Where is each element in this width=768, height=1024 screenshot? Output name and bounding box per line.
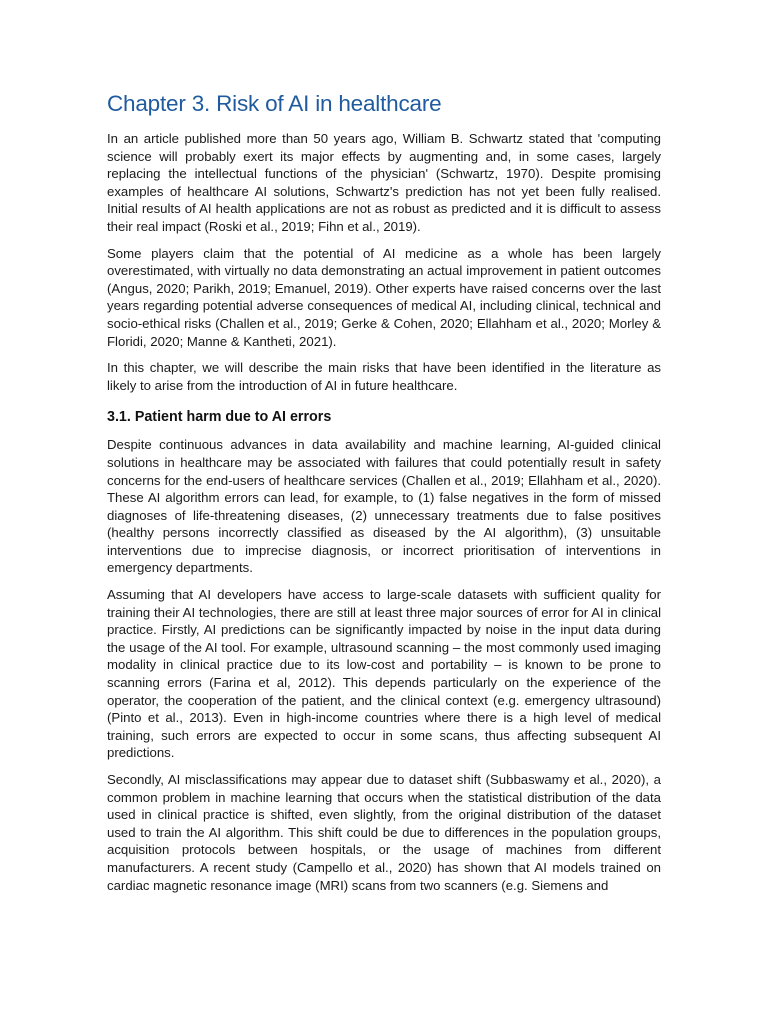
section-paragraph-2: Assuming that AI developers have access to large-scale datasets with sufficient quality for training their AI technologies, there are still at least three major sources of error for AI in clinical practice. Firstly, AI predictions can be significantly impacted by noise in the input data during the usage of the AI tool. For example, ultrasound scanning – the most commonly used imaging modality in clinical practice due to its low-cost and portability – is known to be prone to scanning errors (Farina et al, 2012). This depends particularly on the experience of the operator, the cooperation of the patient, and the clinical context (e.g. emergency ultrasound) (Pinto et al., 2013). Even in high-income countries where there is a high level of medical training, such errors are expected to occur in some scans, thus affecting subsequent AI predictions. bbox=[107, 587, 661, 761]
section-paragraph-3: Secondly, AI misclassifications may appear due to dataset shift (Subbaswamy et al., 2020), a common problem in machine learning that occurs when the statistical distribution of the data used in clinical practice is shifted, even slightly, from the original distribution of the dataset used to train the AI algorithm. This shift could be due to differences in the population groups, acquisition protocols between hospitals, or the usage of machines from different manufacturers. A recent study (Campello et al., 2020) has shown that AI models trained on cardiac magnetic resonance image (MRI) scans from two scanners (e.g. Siemens and bbox=[107, 772, 661, 893]
intro-paragraph-1: In an article published more than 50 years ago, William B. Schwartz stated that 'computing science will probably exert its major effects by augmenting and, in some cases, largely replacing the intellectual functions of the physician' (Schwartz, 1970). Despite promising examples of healthcare AI solutions, Schwartz's prediction has not yet been fully realised. Initial results of AI health applications are not as robust as predicted and it is difficult to assess their real impact (Roski et al., 2019; Fihn et al., 2019). bbox=[107, 131, 661, 234]
section-heading: 3.1. Patient harm due to AI errors bbox=[107, 409, 332, 426]
document-page bbox=[107, 90, 661, 903]
intro-paragraph-3: In this chapter, we will describe the main risks that have been identified in the literature as likely to arise from the introduction of AI in future healthcare. bbox=[107, 360, 661, 393]
chapter-title: Chapter 3. Risk of AI in healthcare bbox=[107, 91, 442, 116]
intro-paragraph-2: Some players claim that the potential of AI medicine as a whole has been largely overestimated, with virtually no data demonstrating an actual improvement in patient outcomes (Angus, 2020; Parikh, 2019; Emanuel, 2019). Other experts have raised concerns over the last years regarding potential adverse consequences of medical AI, including clinical, technical and socio-ethical risks (Challen et al., 2019; Gerke & Cohen, 2020; Ellahham et al., 2020; Morley & Floridi, 2020; Manne & Kantheti, 2021). bbox=[107, 245, 661, 349]
section-paragraph-1: Despite continuous advances in data availability and machine learning, AI-guided clinical solutions in healthcare may be associated with failures that could potentially result in safety concerns for the end-users of healthcare services (Challen et al., 2019; Ellahham et al., 2020). These AI algorithm errors can lead, for example, to (1) false negatives in the form of missed diagnoses of life-threatening diseases, (2) unnecessary treatments due to false positives (healthy persons incorrectly classified as diseased by the AI algorithm), (3) unsuitable interventions due to imprecise diagnosis, or incorrect prioritisation of interventions in emergency departments. bbox=[107, 437, 661, 576]
